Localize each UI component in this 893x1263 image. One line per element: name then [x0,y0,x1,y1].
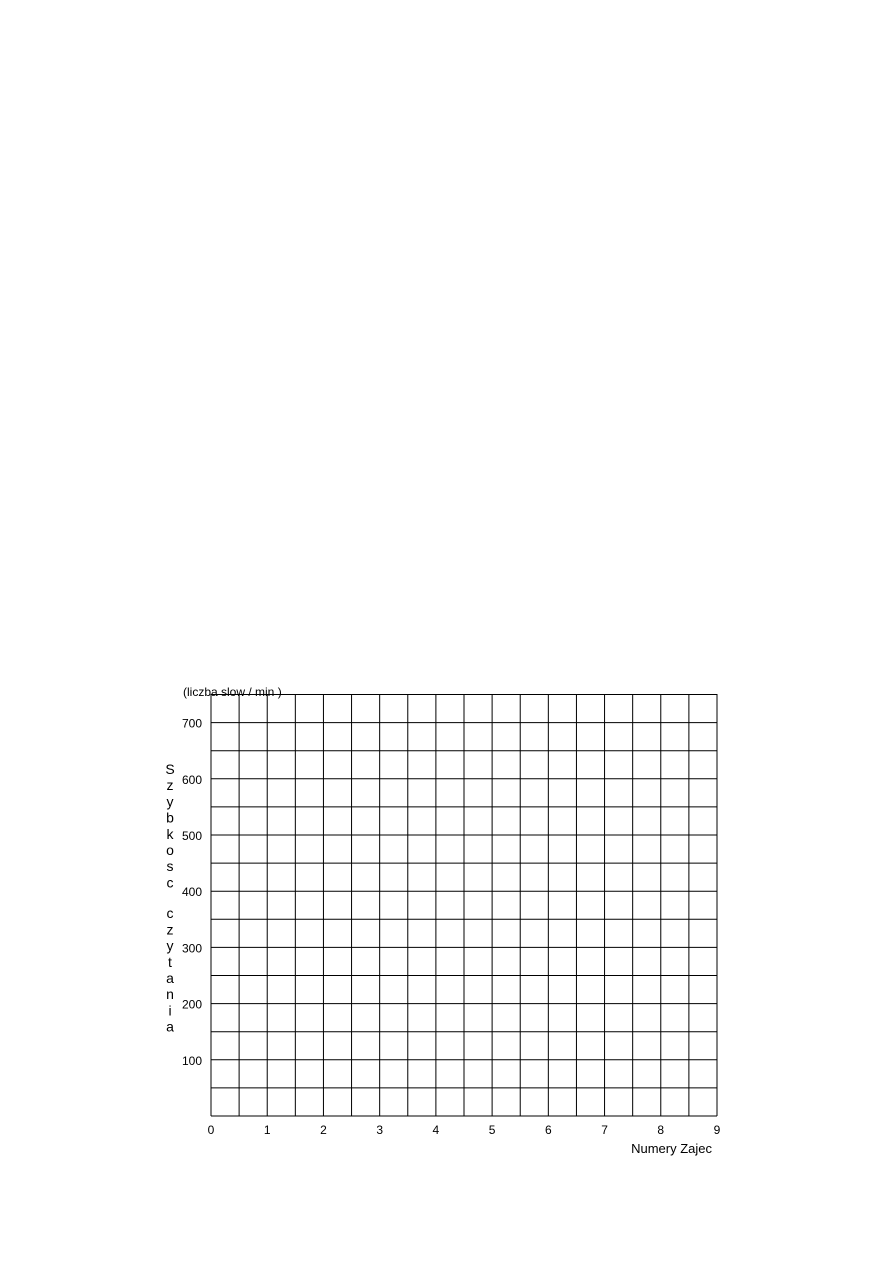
x-tick-label: 9 [713,1123,721,1137]
x-tick-label: 7 [601,1123,608,1137]
y-axis-label-letter: c [166,874,174,891]
y-axis-label-letter: n [166,986,174,1003]
y-axis-label-letter: t [168,953,172,970]
y-tick-label: 100 [181,1053,202,1068]
y-axis-label-letter: z [166,921,174,938]
y-axis-label-letter: y [166,793,174,810]
y-axis-label-letter: S [165,761,175,777]
y-tick-label: 700 [181,716,202,731]
y-axis-label-letter: z [166,777,174,794]
y-axis-unit-label: (liczba slow / min ) [183,685,282,699]
x-tick-label: 5 [488,1123,496,1137]
chart-grid [211,694,717,1116]
y-axis-label [165,761,174,1035]
y-tick-label: 600 [181,772,202,787]
y-axis-label-letter: i [168,1002,172,1019]
y-axis-label-letter: c [166,905,174,922]
y-axis-label-letter: y [166,937,174,954]
x-axis-ticks [208,1123,721,1137]
y-axis-label-letter: o [166,842,174,858]
y-axis-label-letter: k [166,825,174,842]
y-tick-label: 400 [181,885,202,900]
x-tick-label: 8 [657,1123,665,1137]
y-tick-label: 200 [181,997,202,1012]
y-tick-label: 300 [181,941,202,956]
y-axis-ticks [182,717,202,1068]
y-tick-label: 500 [181,829,202,843]
y-axis-label-letter: s [166,858,174,875]
y-axis-label-letter: b [166,809,174,826]
x-tick-label: 4 [432,1123,440,1137]
x-tick-label: 3 [376,1123,384,1137]
y-axis-label-letter: a [166,1018,174,1035]
x-axis-label: Numery Zajec [631,1141,712,1156]
x-tick-label: 6 [544,1123,552,1137]
x-tick-label: 2 [320,1123,327,1137]
x-tick-label: 1 [263,1123,271,1137]
x-tick-label: 0 [207,1123,215,1137]
y-axis-label-letter: a [166,969,174,986]
